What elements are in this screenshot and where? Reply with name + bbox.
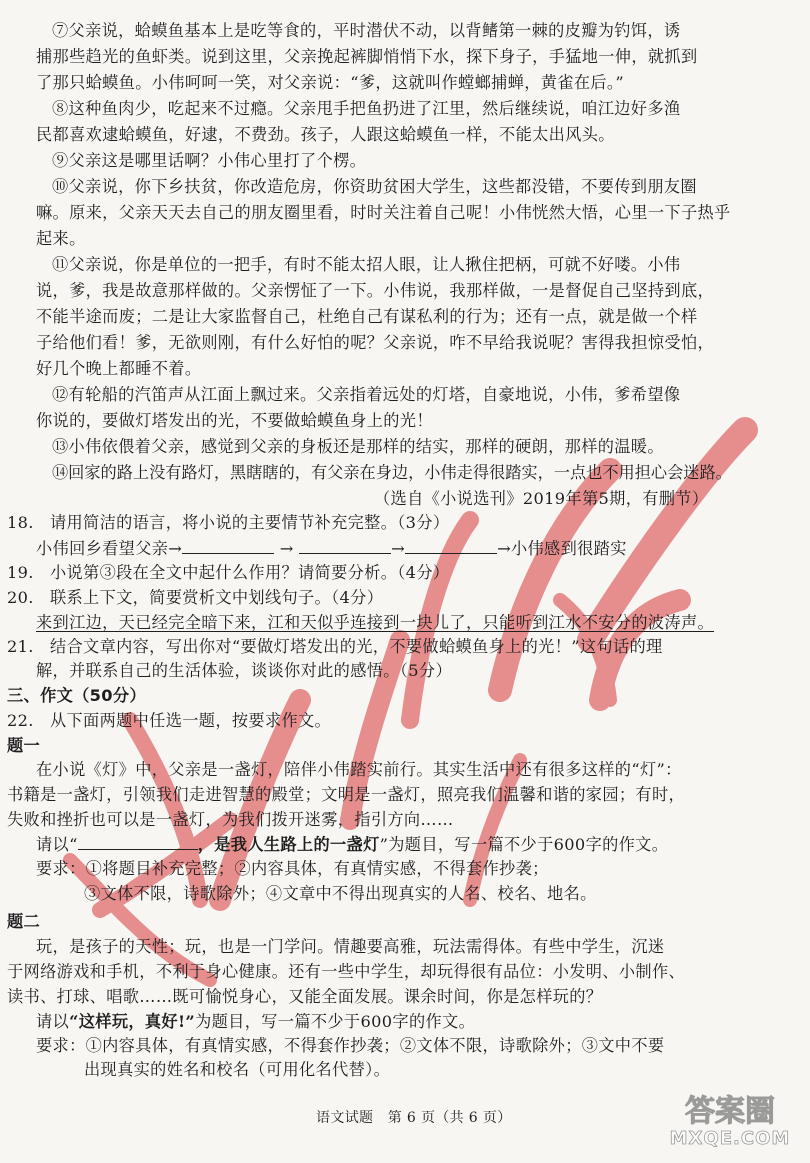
story-line: ⑭回家的路上没有路灯，黑瞎瞎的，有父亲在身边，小伟走得很踏实，一点也不用担心会迷路。 <box>52 463 732 482</box>
question-20 <box>7 588 383 608</box>
title-blank[interactable] <box>78 835 198 850</box>
underlined-sentence: 来到江边，天已经完全暗下来，江和天似乎连接到一块儿了，只能听到江水不安分的波涛声。 <box>36 613 715 632</box>
req-label: 要求： <box>36 859 86 878</box>
question-number: 19. <box>7 563 34 582</box>
answer-blank-2[interactable] <box>299 539 391 554</box>
topic-1-req <box>36 859 549 879</box>
prompt-title: ，是我人生路上的一盏灯 <box>197 835 380 854</box>
topic-1-line: 书籍是一盏灯，引领我们走进智慧的殿堂；文明是一盏灯，照亮我们温馨和谐的家园；有时， <box>7 785 686 804</box>
plot-end: →小伟感到很踏实 <box>497 539 627 558</box>
watermark-url: MXQE.COM <box>669 1128 791 1149</box>
topic-2-title: 题二 <box>7 912 41 931</box>
question-text: 联系上下文，简要赏析文中划线句子。（4分） <box>49 588 384 607</box>
story-line: 捕那些趋光的鱼虾类。说到这里，父亲挽起裤脚悄悄下水，探下身子，手猛地一伸，就抓到 <box>36 47 698 66</box>
story-line: 起来。 <box>36 229 86 248</box>
question-text: 结合文章内容，写出你对“要做灯塔发出的光，不要做蛤蟆鱼身上的光！”这句话的理 <box>49 637 663 656</box>
question-number: 21. <box>7 637 34 656</box>
topic-2-line: 玩，是孩子的天性；玩，也是一门学问。情趣要高雅，玩法需得体。有些中学生，沉迷 <box>36 937 665 956</box>
question-number: 22. <box>7 711 34 730</box>
answer-blank-1[interactable] <box>182 539 274 554</box>
story-line: ⑦父亲说，蛤蟆鱼基本上是吃等食的，平时潜伏不动，以背鳍第一棘的皮瓣为钓饵，诱 <box>52 21 681 40</box>
question-text: 小说第③段在全文中起什么作用？请简要分析。（4分） <box>49 563 450 582</box>
question-19 <box>7 563 449 583</box>
watermark-logo: 答案圈 <box>685 1094 775 1129</box>
plot-start: 小伟回乡看望父亲→ <box>36 539 183 558</box>
story-line: 了那只蛤蟆鱼。小伟呵呵一笑，对父亲说：“爹，这就叫作螳螂捕蝉，黄雀在后。” <box>36 73 624 92</box>
story-line: 说，爹，我是故意那样做的。父亲愣怔了一下。小伟说，我那样做，一是督促自己坚持到底， <box>36 281 715 300</box>
prompt-prefix: 请以 <box>36 1012 70 1031</box>
prompt-prefix: 请以“ <box>36 835 78 854</box>
topic-1-req2: ③文体不限，诗歌除外；④文章中不得出现真实的人名、校名、地名。 <box>84 884 597 903</box>
story-line: ⑫有轮船的汽笛声从江面上飘过来。父亲指着远处的灯塔，自豪地说，小伟，爹希望像 <box>52 385 681 404</box>
question-18 <box>7 513 449 533</box>
topic-2-line: 读书、打球、唱歌……既可愉悦身心，又能全面发展。课余时间，你是怎样玩的？ <box>7 987 603 1006</box>
question-21 <box>7 637 663 657</box>
topic-2-prompt <box>36 1012 475 1032</box>
section-title: 三、作文（50分） <box>7 686 146 705</box>
plot-chain <box>36 539 627 559</box>
topic-1-prompt <box>36 835 668 855</box>
prompt-suffix: 为题目，写一篇不少于600字的作文。 <box>195 1012 476 1031</box>
story-line: ⑪父亲说，你是单位的一把手，有时不能太招人眼，让人揪住把柄，可就不好喽。小伟 <box>52 255 681 274</box>
question-number: 20. <box>7 588 34 607</box>
topic-2-req2: 出现真实的姓名和校名（可用化名代替）。 <box>84 1060 391 1079</box>
story-line: ⑨父亲这是哪里话啊？小伟心里打了个楞。 <box>52 151 367 170</box>
prompt-suffix: ”为题目，写一篇不少于600字的作文。 <box>379 835 669 854</box>
question-text: 从下面两题中任选一题，按要求作文。 <box>49 711 332 730</box>
story-line: ⑧这种鱼肉少，吃起来不过瘾。父亲甩手把鱼扔进了江里，然后继续说，咱江边好多渔 <box>52 99 681 118</box>
req-text: ①将题目补充完整；②内容具体，有真情实感，不得套作抄袭； <box>85 859 549 878</box>
watermark-stroke <box>470 760 520 900</box>
story-line: 你说的，要做灯塔发出的光，不要做蛤蟆鱼身上的光！ <box>36 411 433 430</box>
topic-1-title: 题一 <box>7 736 41 755</box>
corner-watermark <box>660 1095 800 1155</box>
story-line: 好几个晚上都睡不着。 <box>36 359 202 378</box>
story-line: 子给他们看！爹，无欲则刚，有什么好怕的呢？父亲说，咋不早给我说呢？害得我担惊受怕， <box>36 333 715 352</box>
topic-2-line: 于网络游戏和手机，不利于身心健康。还有一些中学生，却玩得很有品位：小发明、小制作、 <box>7 962 686 981</box>
question-21-cont: 解，并联系自己的生活体验，谈谈你对此的感悟。（5分） <box>36 661 452 680</box>
plot-arrow: → <box>391 539 406 558</box>
page-footer: 语文试题 第 6 页（共 6 页） <box>316 1110 512 1126</box>
question-22 <box>7 711 331 731</box>
answer-blank-3[interactable] <box>405 539 497 554</box>
story-line: 不能半途而废；二是让大家监督自己，杜绝自己有谋私利的行为；还有一点，就是做一个样 <box>36 307 698 326</box>
plot-arrow: → <box>279 539 294 558</box>
watermark-stroke <box>590 430 745 640</box>
story-line: 嘛。原来，父亲天天去自己的朋友圈里看，时时关注着自己呢！小伟恍然大悟，心里一下子热乎 <box>36 203 731 222</box>
topic-1-line: 失败和挫折也可以是一盏灯，为我们拨开迷雾，指引方向…… <box>7 810 454 829</box>
topic-1-line: 在小说《灯》中，父亲是一盏灯，陪伴小伟踏实前行。其实生活中还有很多这样的“灯”： <box>36 760 682 779</box>
question-number: 18. <box>7 513 34 532</box>
story-line: ⑬小伟依偎着父亲，感觉到父亲的身板还是那样的结实，那样的硬朗，那样的温暖。 <box>52 437 664 456</box>
prompt-title: “这样玩，真好!” <box>69 1012 196 1031</box>
story-line: 民都喜欢逮蛤蟆鱼，好逮，不费劲。孩子，人跟这蛤蟆鱼一样，不能太出风头。 <box>36 125 615 144</box>
question-text: 请用简洁的语言，将小说的主要情节补充完整。（3分） <box>49 513 450 532</box>
topic-2-req: 要求：①内容具体，有真情实感，不得套作抄袭；②文体不限，诗歌除外；③文中不要 <box>36 1036 665 1055</box>
story-source: （选自《小说选刊》2019年第5期，有删节） <box>374 489 709 508</box>
story-line: ⑩父亲说，你下乡扶贫，你改造危房，你资助贫困大学生，这些都没错，不要传到朋友圈 <box>52 177 697 196</box>
